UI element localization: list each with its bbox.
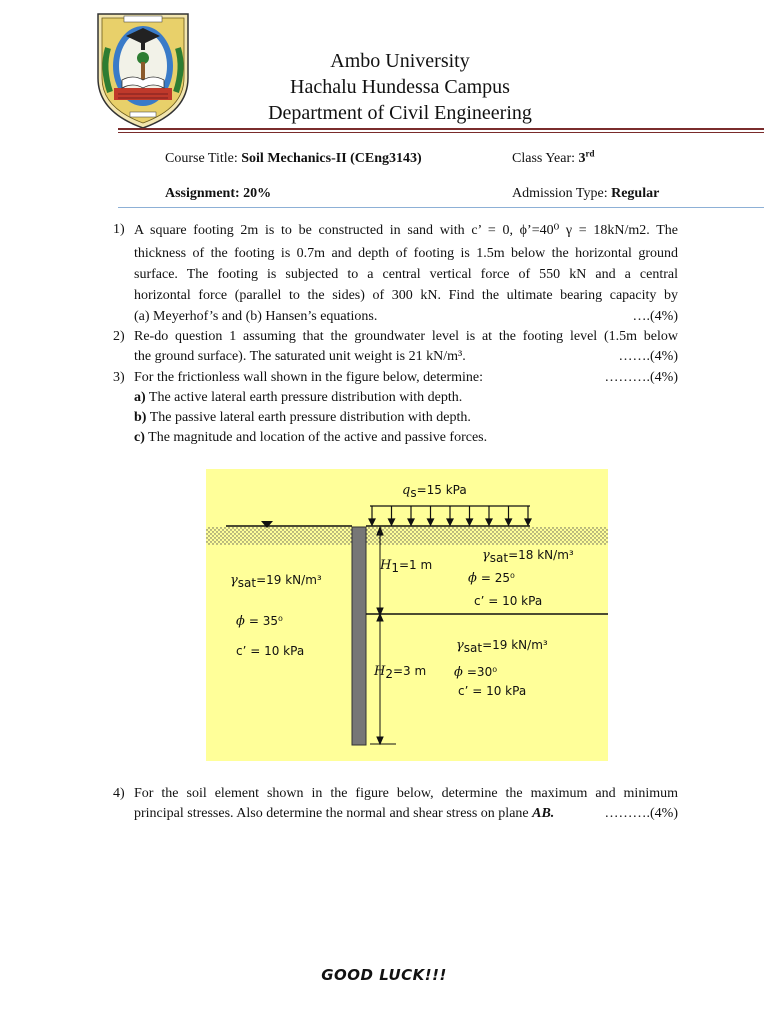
question-4-line-2 [134,806,554,822]
question-3-points: ……….(4%) [604,370,678,385]
question-1-line-4: horizontal force (parallel to the sides) of 300 kN. Find the ultimate bearing capacity by [134,288,678,303]
course-title-label: Course Title: [165,151,238,166]
question-3-part-a [134,390,462,406]
left-cohesion-label: c’ = 10 kPa [236,644,305,658]
admission-value: Regular [611,186,660,201]
question-4-line-1: For the soil element shown in the figure below, determine the maximum and minimum [134,786,678,801]
surcharge-arrowhead [408,519,414,525]
part-a-label: a) [134,390,146,405]
top-cohesion-label: c’ = 10 kPa [474,594,543,608]
question-1-line-1: A square footing 2m is to be constructed in sand with c’ = 0, ϕ’=40⁰ γ = 18kN/m2. The [134,223,678,238]
question-2-number: 2) [113,329,125,344]
retaining-wall-figure [206,469,608,761]
question-3-part-c [134,430,487,446]
plane-label: AB. [532,806,555,821]
surcharge-arrowhead [389,519,395,525]
question-3-line-1: For the frictionless wall shown in the figure below, determine: [134,370,484,385]
question-2-line-1: Re-do question 1 assuming that the groundwater level is at the footing level (1.5m below [134,329,678,344]
assignment-label: Assignment [165,186,236,201]
surcharge-arrowhead [447,519,453,525]
class-year [512,148,595,167]
good-luck-footer: GOOD LUCK!!! [321,966,447,984]
part-b-label: b) [134,410,147,425]
surcharge-label: qs=15 kPa [402,483,467,500]
left-phi-label: ϕ = 35⁰ [236,614,283,629]
question-4-line-2-text: principal stresses. Also determine the normal and shear stress on plane [134,806,529,821]
question-1-points: ….(4%) [632,309,678,324]
campus-name: Hachalu Hundessa Campus [290,76,510,98]
surcharge-arrowhead [486,519,492,525]
surcharge-load [369,506,531,525]
top-gamma-label: γsat=18 kN/m³ [482,548,574,565]
bottom-gamma-label: γsat=19 kN/m³ [456,638,548,655]
university-name: Ambo University [330,50,470,72]
question-1-number: 1) [113,222,125,237]
university-logo [88,8,198,132]
part-a-text: The active lateral earth pressure distribution with depth. [145,390,463,405]
surcharge-arrowhead [525,519,531,525]
class-year-suffix: rd [585,148,595,159]
part-c-label: c) [134,430,145,445]
header-rule [118,128,764,130]
class-year-label: Class Year: [512,151,576,166]
right-ground-hatch [366,527,608,545]
question-1-line-2: thickness of the footing is 0.7m and depth of footing is 1.5m below the horizontal ground [134,246,678,261]
course-title [165,151,422,167]
part-b-text: The passive lateral earth pressure distribution with depth. [146,410,471,425]
h2-label: H2=3 m [374,664,427,681]
left-gamma-label: γsat=19 kN/m³ [230,573,322,590]
question-3-number: 3) [113,370,125,385]
retaining-wall [352,527,366,745]
top-phi-label: ϕ = 25⁰ [468,571,515,586]
assignment-weight [165,186,271,202]
meta-rule [118,207,764,208]
question-1-line-5: (a) Meyerhof’s and (b) Hansen’s equations. [134,309,378,324]
question-2-line-2: the ground surface). The saturated unit weight is 21 kN/m³. [134,349,466,364]
question-3-part-b [134,410,471,426]
department-name: Department of Civil Engineering [268,102,532,124]
surcharge-arrowhead [428,519,434,525]
part-c-text: The magnitude and location of the active and passive forces. [144,430,488,445]
admission-type [512,186,659,202]
class-year-value: 3 [578,151,586,166]
surcharge-arrowhead [506,519,512,525]
question-4-number: 4) [113,786,125,801]
course-title-value: Soil Mechanics-II (CEng3143) [241,151,422,166]
water-table-icon [261,521,273,528]
surcharge-arrowhead [467,519,473,525]
admission-label: Admission Type: [512,186,608,201]
question-4-points: ……….(4%) [604,806,678,821]
bottom-phi-label: ϕ =30⁰ [454,665,498,680]
question-1-line-3: surface. The footing is subjected to a central vertical force of 550 kN and a central [134,267,678,282]
header-rule-thin [118,132,764,133]
bottom-cohesion-label: c’ = 10 kPa [458,684,527,698]
assignment-value: : 20% [235,186,272,201]
left-ground-hatch [206,527,352,545]
surcharge-arrowhead [369,519,375,525]
h1-label: H1=1 m [380,558,433,575]
question-2-points: …….(4%) [618,349,678,364]
